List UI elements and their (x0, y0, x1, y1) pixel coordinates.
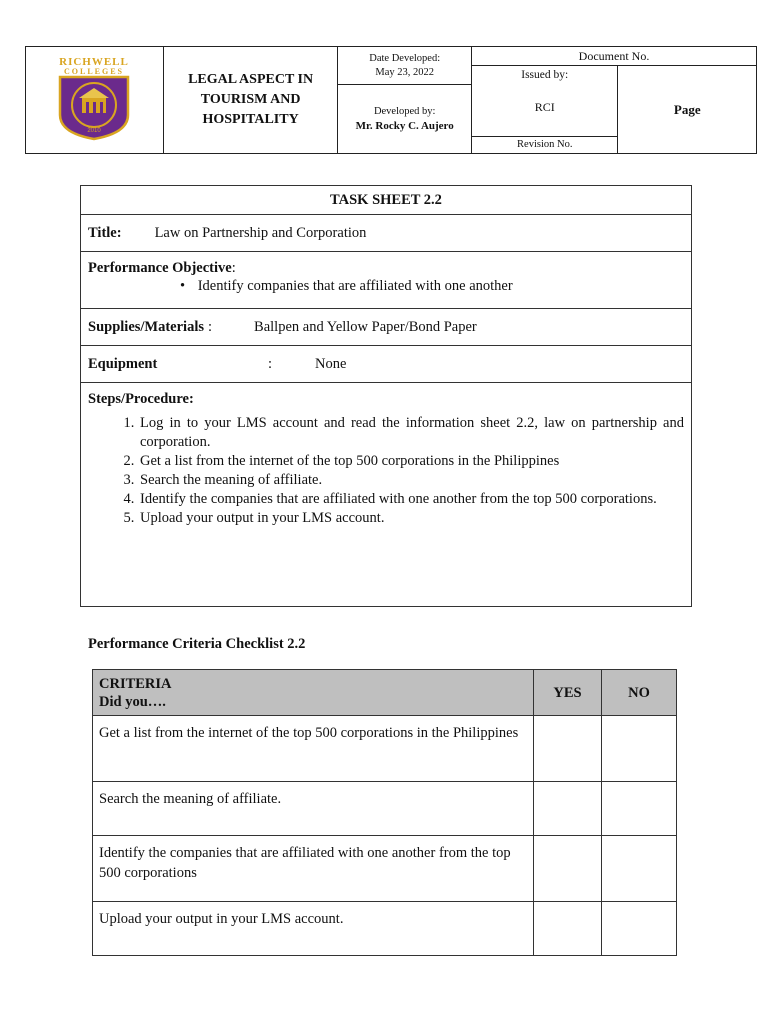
objective-text: Identify companies that are affiliated with one another (197, 278, 513, 294)
no-checkbox-cell[interactable] (602, 836, 677, 902)
equipment-label: Equipment (88, 355, 158, 372)
steps-label: Steps/Procedure: (88, 391, 194, 407)
page-label: Page (618, 66, 757, 154)
logo-sub-text: COLLEGES (64, 66, 125, 76)
revision-no-label: Revision No. (472, 137, 618, 154)
supplies-label: Supplies/Materials (88, 318, 205, 335)
table-row (93, 836, 677, 902)
criteria-header-title: CRITERIA (99, 675, 172, 692)
no-header: NO (602, 670, 677, 716)
no-checkbox-cell[interactable] (602, 782, 677, 836)
college-logo (48, 55, 140, 141)
steps-list (88, 414, 684, 528)
yes-checkbox-cell[interactable] (534, 836, 602, 902)
supplies-row (81, 309, 691, 346)
objective-bullet-item (180, 278, 684, 295)
table-row (93, 716, 677, 782)
subject-title: LEGAL ASPECT IN TOURISM AND HOSPITALITY (163, 47, 338, 154)
developed-by-label: Developed by: (373, 106, 436, 117)
criteria-cell: Upload your output in your LMS account. (93, 902, 534, 956)
bullet-icon: • (180, 278, 186, 294)
title-row (81, 215, 691, 252)
yes-header: YES (534, 670, 602, 716)
criteria-cell: Identify the companies that are affiliated with one another from the top 500 corporations (93, 836, 534, 902)
table-row (93, 782, 677, 836)
step-item: 3. Search the meaning of affiliate. (138, 471, 684, 490)
checklist-title: Performance Criteria Checklist 2.2 (88, 636, 306, 652)
equipment-value: None (315, 355, 347, 372)
yes-checkbox-cell[interactable] (534, 782, 602, 836)
date-developed-label: Date Developed: (369, 52, 441, 64)
logo-cell (26, 47, 164, 154)
equipment-row (81, 346, 691, 383)
task-sheet-box (80, 185, 692, 607)
no-checkbox-cell[interactable] (602, 716, 677, 782)
logo-top-text: RICHWELL (59, 55, 130, 68)
table-row (93, 902, 677, 956)
objective-colon: : (231, 260, 236, 276)
step-item: 2. Get a list from the internet of the top 500 corporations in the Philippines (138, 452, 684, 471)
step-item: 4. Identify the companies that are affiliated with one another from the top 500 corporations. (138, 490, 684, 509)
logo-year: 2010 (87, 127, 102, 134)
document-header (25, 46, 757, 154)
objective-label: Performance Objective (88, 260, 232, 276)
issued-by-value: RCI (534, 100, 555, 114)
issued-by-cell (472, 66, 618, 137)
checklist-header-row (93, 670, 677, 716)
yes-checkbox-cell[interactable] (534, 902, 602, 956)
task-sheet-heading: TASK SHEET 2.2 (81, 186, 691, 215)
developed-by-value: Mr. Rocky C. Aujero (355, 120, 454, 132)
criteria-header (93, 670, 534, 716)
step-item: 1. Log in to your LMS account and read the information sheet 2.2, law on partnership and corporation. (138, 414, 684, 452)
yes-checkbox-cell[interactable] (534, 716, 602, 782)
no-checkbox-cell[interactable] (602, 902, 677, 956)
title-value: Law on Partnership and Corporation (154, 224, 367, 241)
objective-row (81, 252, 691, 309)
supplies-colon: : (208, 318, 213, 335)
criteria-cell: Search the meaning of affiliate. (93, 782, 534, 836)
document-no-label: Document No. (472, 47, 757, 66)
steps-row (81, 383, 691, 606)
developed-by-cell (338, 85, 472, 154)
step-item: 5. Upload your output in your LMS account. (138, 509, 684, 528)
issued-by-label: Issued by: (521, 69, 569, 81)
supplies-value: Ballpen and Yellow Paper/Bond Paper (254, 318, 477, 335)
date-developed-cell (338, 47, 472, 85)
title-label: Title: (88, 224, 122, 241)
equipment-colon: : (268, 355, 273, 372)
date-developed-value: May 23, 2022 (375, 66, 435, 78)
criteria-header-subtitle: Did you…. (99, 693, 166, 710)
criteria-cell: Get a list from the internet of the top 500 corporations in the Philippines (93, 716, 534, 782)
checklist-table (92, 669, 677, 956)
